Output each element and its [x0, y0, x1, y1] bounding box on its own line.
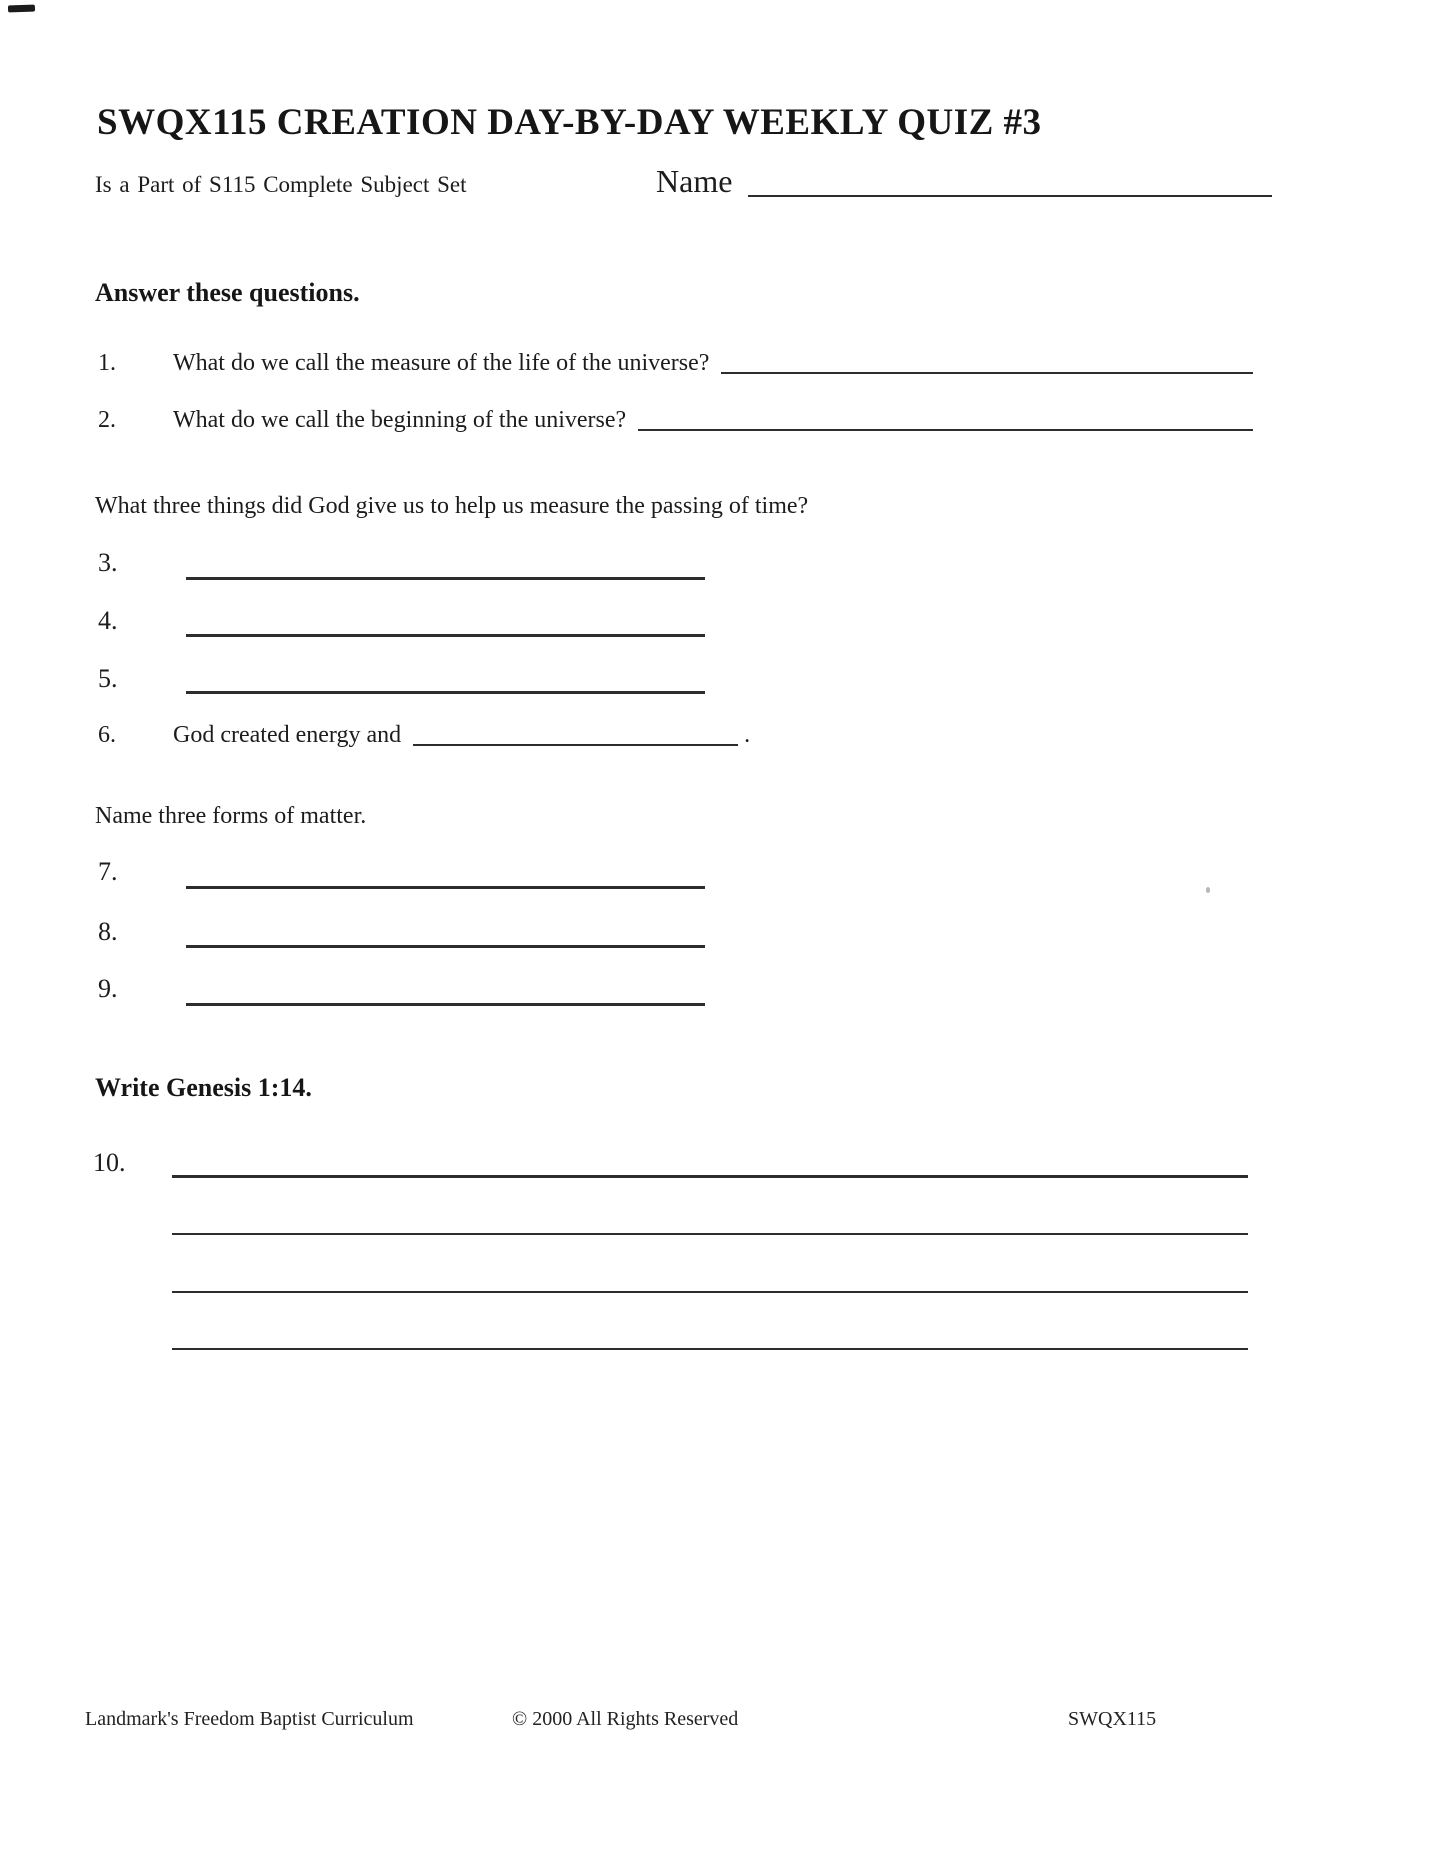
- question-1-row: [98, 348, 1255, 379]
- question-6-row: [98, 720, 1255, 751]
- question-1-text: What do we call the measure of the life of the universe?: [173, 350, 710, 376]
- question-8-number: 8.: [98, 917, 118, 946]
- footer-copyright: © 2000 All Rights Reserved: [512, 1708, 739, 1730]
- section-heading-answer-questions: Answer these questions.: [95, 278, 360, 307]
- question-5-number: 5.: [98, 664, 118, 693]
- footer-code: SWQX115: [1068, 1708, 1157, 1730]
- scan-artifact: [8, 5, 35, 13]
- question-3-number: 3.: [98, 548, 118, 577]
- question-4-answer-line[interactable]: [186, 634, 705, 637]
- question-6-text: God created energy and: [173, 722, 402, 748]
- question-3-answer-line[interactable]: [186, 577, 705, 580]
- question-6-answer-line[interactable]: [413, 744, 738, 746]
- question-6-number: 6.: [98, 722, 116, 748]
- question-1-number: 1.: [98, 350, 116, 376]
- prompt-measure-time: What three things did God give us to help us measure the passing of time?: [95, 493, 809, 519]
- name-label: Name: [656, 163, 733, 199]
- question-9-number: 9.: [98, 974, 118, 1003]
- page-subtitle: Is a Part of S115 Complete Subject Set: [95, 172, 467, 197]
- question-7-number: 7.: [98, 857, 118, 886]
- question-2-row: [98, 405, 1255, 436]
- name-row: [656, 160, 1272, 203]
- footer-publisher: Landmark's Freedom Baptist Curriculum: [85, 1708, 414, 1730]
- question-2-answer-line[interactable]: [638, 429, 1253, 431]
- question-2-text: What do we call the beginning of the universe?: [173, 407, 627, 433]
- name-answer-line[interactable]: [748, 195, 1272, 197]
- question-10-answer-line-3[interactable]: [172, 1291, 1248, 1293]
- question-10-number: 10.: [93, 1148, 126, 1177]
- question-2-number: 2.: [98, 407, 116, 433]
- question-8-answer-line[interactable]: [186, 945, 705, 948]
- question-1-answer-line[interactable]: [721, 372, 1253, 374]
- scan-speck: [1206, 887, 1210, 893]
- question-7-answer-line[interactable]: [186, 886, 705, 889]
- question-9-answer-line[interactable]: [186, 1003, 705, 1006]
- prompt-forms-of-matter: Name three forms of matter.: [95, 803, 367, 829]
- section-heading-write-genesis: Write Genesis 1:14.: [95, 1073, 312, 1102]
- question-10-answer-line-2[interactable]: [172, 1233, 1248, 1235]
- question-10-answer-line-1[interactable]: [172, 1175, 1248, 1178]
- page-title: SWQX115 CREATION DAY-BY-DAY WEEKLY QUIZ #3: [97, 102, 1042, 143]
- question-4-number: 4.: [98, 606, 118, 635]
- question-6-period: .: [744, 722, 751, 748]
- question-10-answer-line-4[interactable]: [172, 1348, 1248, 1350]
- question-5-answer-line[interactable]: [186, 691, 705, 694]
